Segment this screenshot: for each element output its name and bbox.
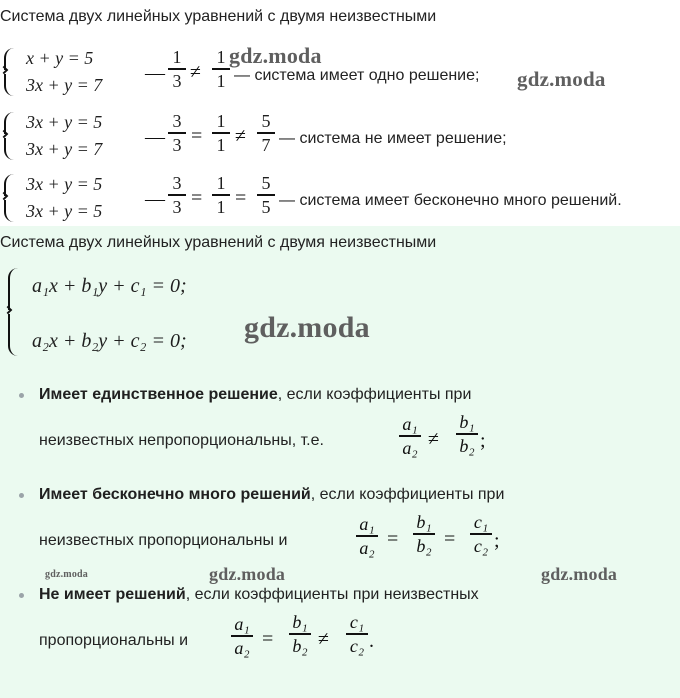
system-2-frac1: 3 3	[168, 112, 186, 154]
item-3-frac1: a₁ a₂	[231, 615, 253, 657]
system-3-frac2: 1 1	[212, 174, 230, 216]
item-3-text1: , если коэффициенты при неизвестных	[185, 586, 479, 603]
panel-title: Система двух линейных уравнений с двумя неизвестными	[0, 234, 437, 251]
system-3-op2: =	[235, 187, 247, 209]
panel-eq2: a₂x + b₂y + c₂ = 0;	[32, 330, 187, 352]
item-1-strong: Имеет единственное решение	[39, 386, 278, 403]
system-1-text: — система имеет одно решение;	[234, 67, 480, 84]
watermark-bottom-right: gdz.moda	[541, 564, 618, 584]
item-3-frac2: b₁ b₂	[289, 613, 311, 655]
item-3-line1	[39, 586, 479, 604]
item-2-op2: =	[444, 528, 456, 550]
system-1-eq2: 3x + y = 7	[26, 75, 103, 95]
brace-bot-2	[4, 138, 14, 160]
system-3-eq2: 3x + y = 5	[26, 201, 103, 221]
system-1-op1: ≠	[190, 61, 201, 83]
item-2-strong: Имеет бесконечно много решений	[39, 486, 311, 503]
item-3-frac3: c₁ c₂	[346, 613, 368, 655]
item-1-tail: ;	[480, 430, 486, 452]
item-1-frac2: b₁ b₂	[456, 413, 478, 455]
system-3-op1: =	[191, 187, 203, 209]
system-2-op1: =	[191, 125, 203, 147]
system-2-frac2: 1 1	[212, 112, 230, 154]
system-3-text: — система имеет бесконечно много решений.	[279, 192, 622, 209]
item-1-bullet	[19, 393, 24, 398]
item-3-line2: пропорциональны и	[39, 632, 189, 649]
item-2-op1: =	[387, 528, 399, 550]
system-3-dash: —	[145, 188, 165, 210]
item-2-frac2: b₁ b₂	[413, 513, 435, 555]
item-2-bullet	[19, 493, 24, 498]
brace-bot-3	[4, 200, 14, 222]
system-2-text: — система не имеет решение;	[279, 130, 507, 147]
watermark-small-left: gdz.moda	[45, 569, 88, 580]
brace-bot-1	[4, 74, 14, 96]
system-1-dash: —	[145, 62, 165, 84]
item-2-frac3: c₁ c₂	[470, 513, 492, 555]
item-1-frac1: a₁ a₂	[399, 415, 421, 457]
item-1-line2: неизвестных непропорциональны, т.е.	[39, 432, 324, 449]
watermark-top-center: gdz.moda	[229, 43, 322, 68]
system-1-frac1: 1 3	[168, 48, 186, 90]
system-2-eq2: 3x + y = 7	[26, 139, 103, 159]
system-3-frac3: 5 5	[257, 174, 275, 216]
watermark-panel-center: gdz.moda	[244, 311, 370, 344]
panel-brace-top	[8, 268, 18, 310]
system-2-dash: —	[145, 126, 165, 148]
item-3-op2: ≠	[318, 628, 329, 650]
watermark-bottom-center: gdz.moda	[209, 564, 286, 584]
item-1-op1: ≠	[428, 428, 439, 450]
item-1-text1: , если коэффициенты при	[277, 386, 472, 403]
system-1-frac2: 1 1	[212, 48, 230, 90]
system-2-op2: ≠	[235, 125, 246, 147]
system-2-frac3: 5 7	[257, 112, 275, 154]
item-2-line2: неизвестных пропорциональны и	[39, 532, 288, 549]
item-2-text1: , если коэффициенты при	[310, 486, 505, 503]
panel-brace-bot	[8, 314, 18, 356]
item-2-frac1: a₁ a₂	[356, 515, 378, 557]
top-title: Система двух линейных уравнений с двумя неизвестными	[0, 8, 437, 25]
system-3-eq1: 3x + y = 5	[26, 174, 103, 194]
item-3-op1: =	[262, 628, 274, 650]
panel-eq1: a₁x + b₁y + c₁ = 0;	[32, 275, 187, 297]
system-2-eq1: 3x + y = 5	[26, 112, 103, 132]
system-1-eq1: x + y = 5	[26, 48, 94, 68]
item-1-line1	[39, 386, 471, 404]
item-3-strong: Не имеет решений	[39, 586, 186, 603]
item-2-line1	[39, 486, 504, 504]
watermark-top-right: gdz.moda	[517, 67, 606, 91]
item-2-tail: ;	[494, 530, 500, 552]
system-3-frac1: 3 3	[168, 174, 186, 216]
item-3-tail: .	[369, 630, 374, 652]
item-3-bullet	[19, 593, 24, 598]
